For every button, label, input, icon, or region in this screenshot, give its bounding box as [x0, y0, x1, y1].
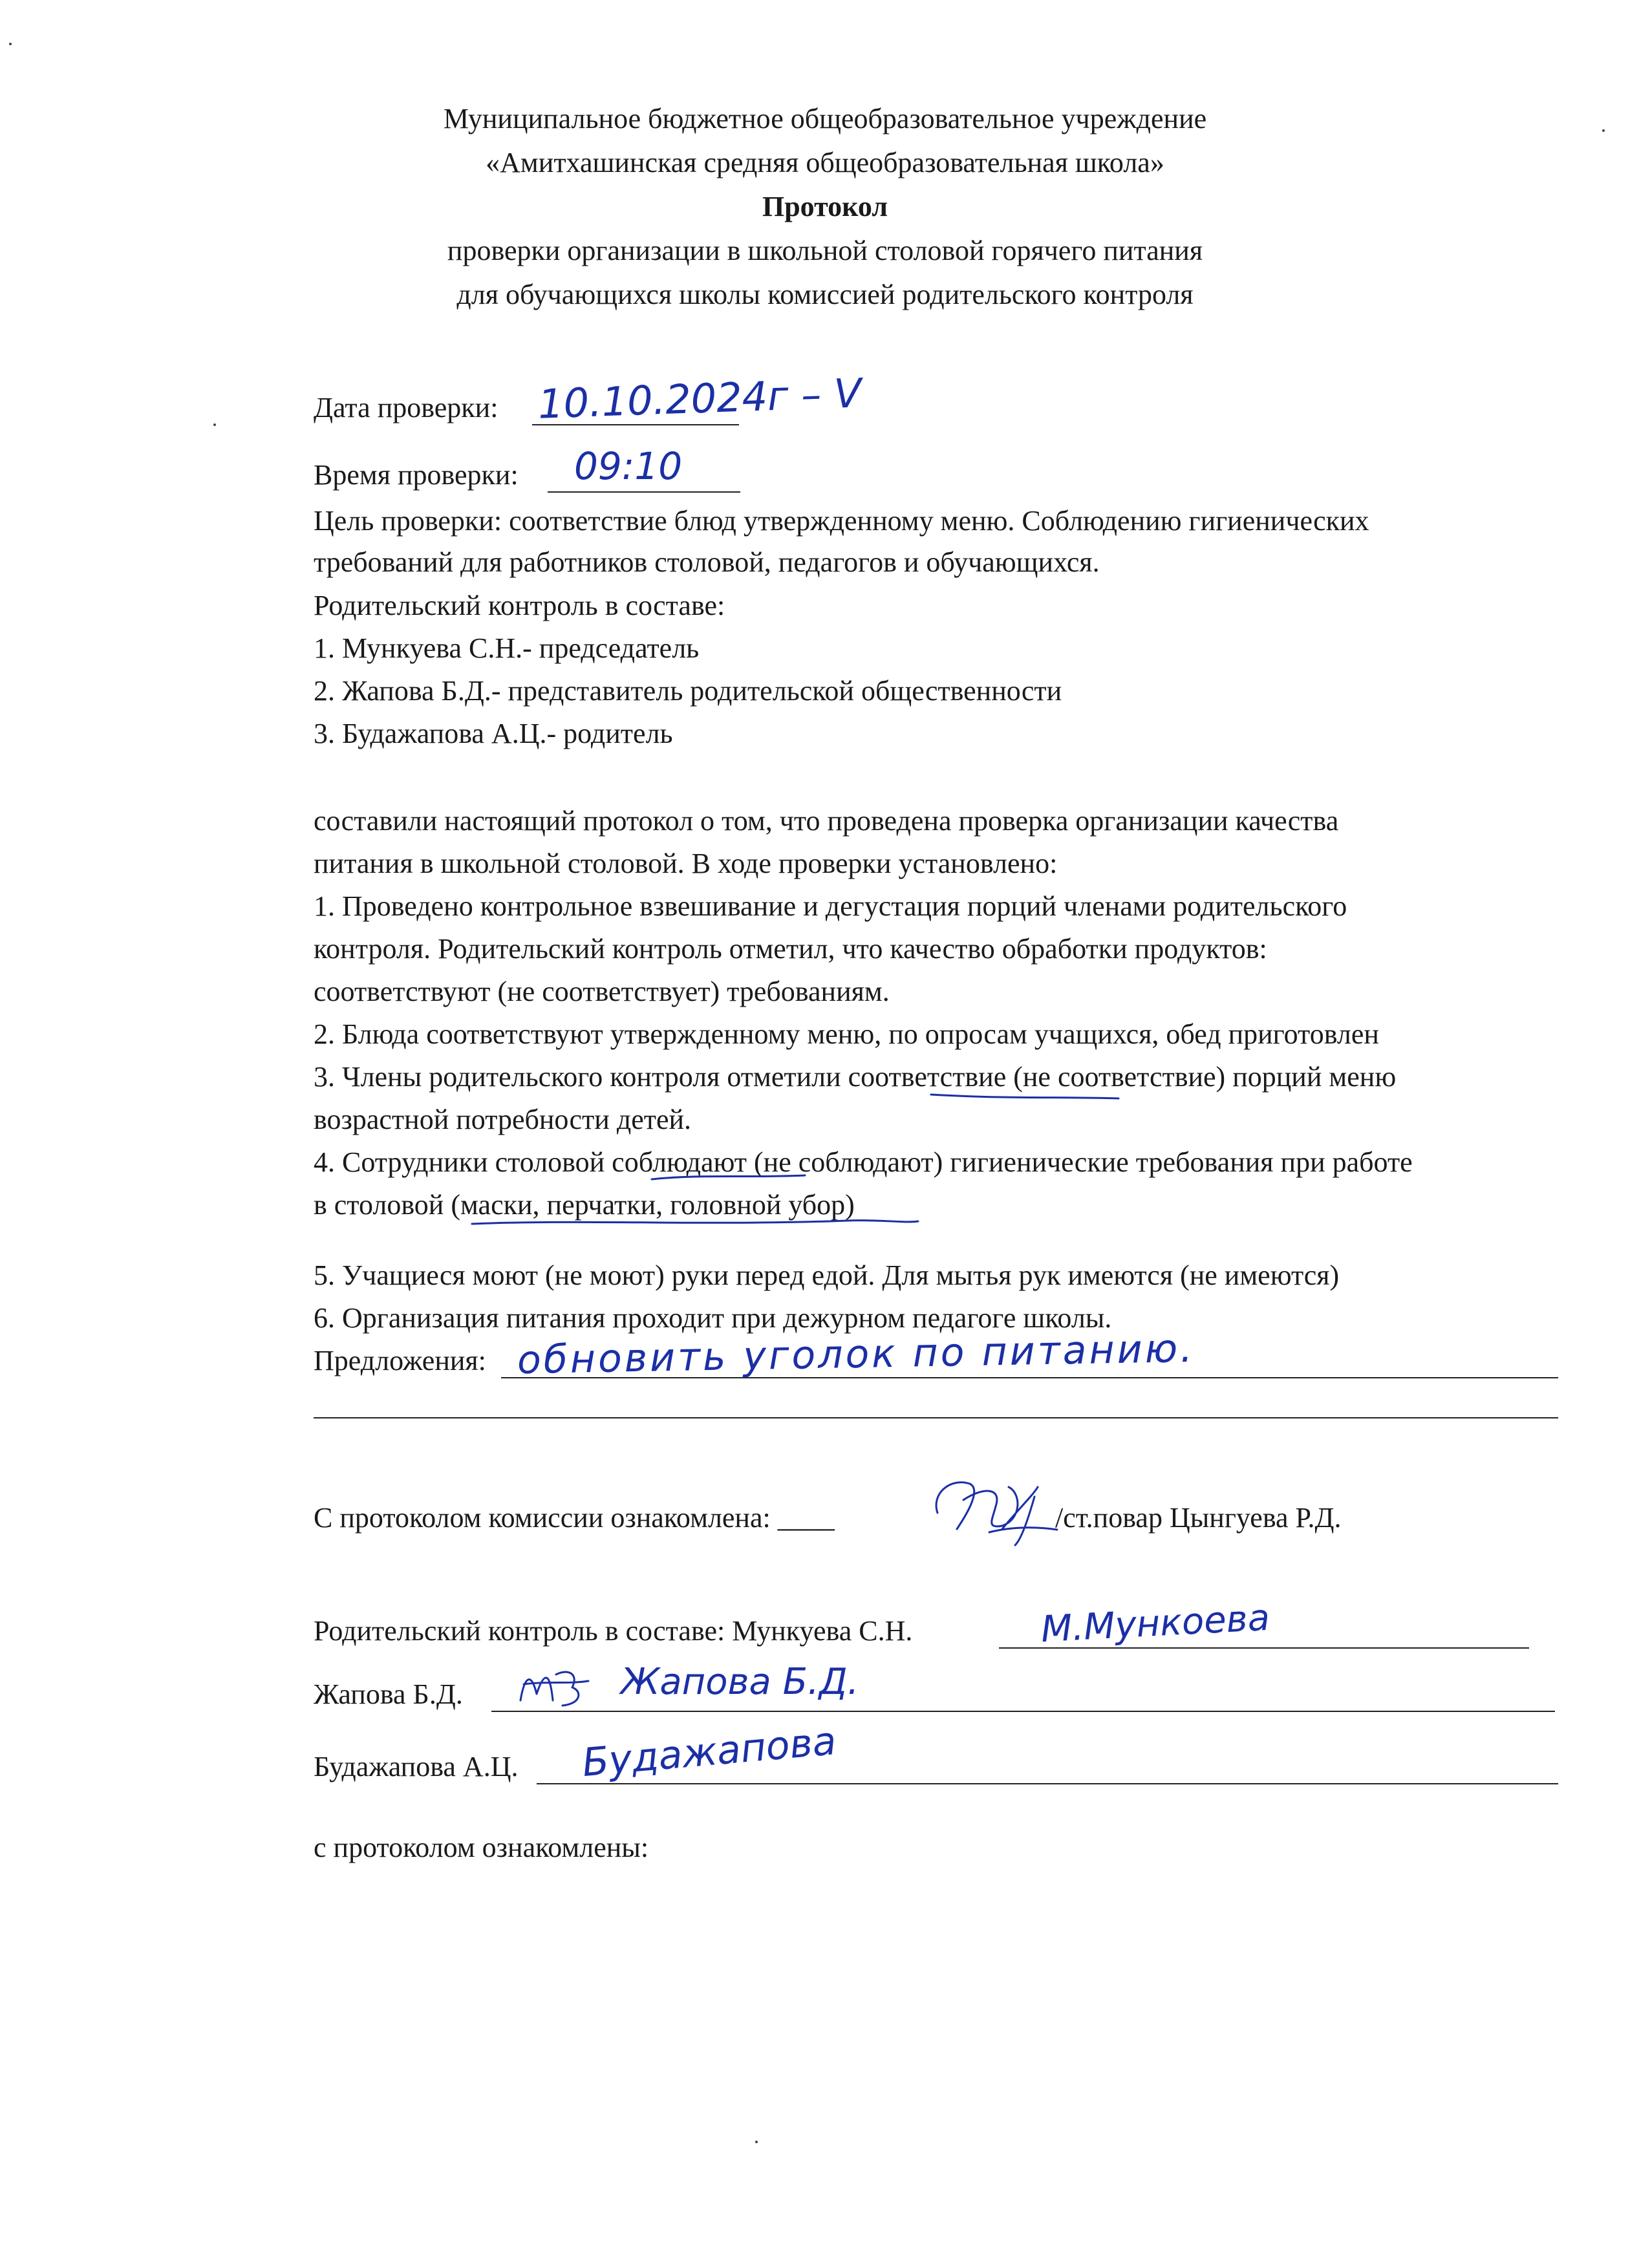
- finding-3-line-1: 3. Члены родительского контроля отметили соответствие (не соответствие) порций меню: [314, 1061, 1397, 1093]
- organization-name: Муниципальное бюджетное общеобразовательное учреждение: [443, 103, 1207, 134]
- control-label: Родительский контроль в составе: Мункуева С.Н.: [314, 1615, 913, 1647]
- date-handwritten: 10.10.2024г – V: [537, 369, 862, 428]
- member-2: 2. Жапова Б.Д.- представитель родительской общественности: [314, 675, 1062, 707]
- zhapova-label: Жапова Б.Д.: [314, 1678, 463, 1710]
- findings-intro-2: питания в школьной столовой. В ходе проверки установлено:: [314, 848, 1058, 879]
- budazh-signature: Будажапова: [580, 1718, 839, 1786]
- proposals-label: Предложения:: [314, 1345, 486, 1376]
- underline-observe-mark: [652, 1175, 805, 1179]
- budazh-label: Будажапова А.Ц.: [314, 1751, 519, 1782]
- school-name: «Амитхашинская средняя общеобразовательная школа»: [486, 147, 1164, 178]
- document-title: Протокол: [762, 191, 888, 222]
- document-subtitle-1: проверки организации в школьной столовой горячего питания: [447, 235, 1203, 266]
- finding-6: 6. Организация питания проходит при дежурном педагоге школы.: [314, 1302, 1112, 1334]
- zhapova-signature: Жапова Б.Д.: [621, 1661, 859, 1703]
- finding-4-line-2: в столовой (маски, перчатки, головной убор): [314, 1189, 855, 1221]
- finding-2: 2. Блюда соответствуют утвержденному меню, по опросам учащихся, обед приготовлен: [314, 1018, 1379, 1050]
- zhapova-initials: [511, 1655, 595, 1713]
- time-handwritten: 09:10: [574, 444, 683, 488]
- zhapova-sign-line: [491, 1711, 1555, 1712]
- finding-4-line-1: 4. Сотрудники столовой соблюдают (не соблюдают) гигиенические требования при работе: [314, 1146, 1413, 1178]
- finding-3-line-2: возрастной потребности детей.: [314, 1104, 692, 1135]
- member-1: 1. Мункуева С.Н.- председатель: [314, 632, 700, 664]
- finding-1-line-3: соответствуют (не соответствует) требованиям.: [314, 976, 890, 1007]
- proposals-handwritten: обновить уголок по питанию.: [517, 1325, 1195, 1384]
- mnk-signature: М.Мункоева: [1040, 1596, 1271, 1651]
- cook-name: /ст.повар Цынгуева Р.Д.: [1055, 1502, 1342, 1534]
- composition-label: Родительский контроль в составе:: [314, 590, 725, 621]
- finding-5: 5. Учащиеся моют (не моют) руки перед едой. Для мытья рук имеются (не имеются): [314, 1259, 1340, 1291]
- member-3: 3. Будажапова А.Ц.- родитель: [314, 718, 673, 749]
- findings-intro-1: составили настоящий протокол о том, что проведена проверка организации качества: [314, 805, 1339, 837]
- purpose-line-1: Цель проверки: соответствие блюд утвержденному меню. Соблюдению гигиенических: [314, 505, 1369, 537]
- footer-acquainted: с протоколом ознакомлены:: [314, 1832, 649, 1863]
- acquainted-label: С протоколом комиссии ознакомлена: ____: [314, 1502, 835, 1534]
- cook-signature: [925, 1468, 1067, 1552]
- underline-compliance-mark: [931, 1095, 1119, 1098]
- purpose-line-2: требований для работников столовой, педагогов и обучающихся.: [314, 546, 1100, 578]
- document-subtitle-2: для обучающихся школы комиссией родительского контроля: [456, 279, 1194, 310]
- finding-1-line-2: контроля. Родительский контроль отметил, что качество обработки продуктов:: [314, 933, 1267, 965]
- finding-1-line-1: 1. Проведено контрольное взвешивание и дегустация порций членами родительского: [314, 890, 1347, 922]
- proposals-underline-2: [314, 1417, 1558, 1418]
- date-label: Дата проверки:: [314, 392, 498, 423]
- time-label: Время проверки:: [314, 459, 519, 491]
- underline-equipment-mark: [472, 1221, 918, 1224]
- budazh-sign-line: [537, 1783, 1558, 1784]
